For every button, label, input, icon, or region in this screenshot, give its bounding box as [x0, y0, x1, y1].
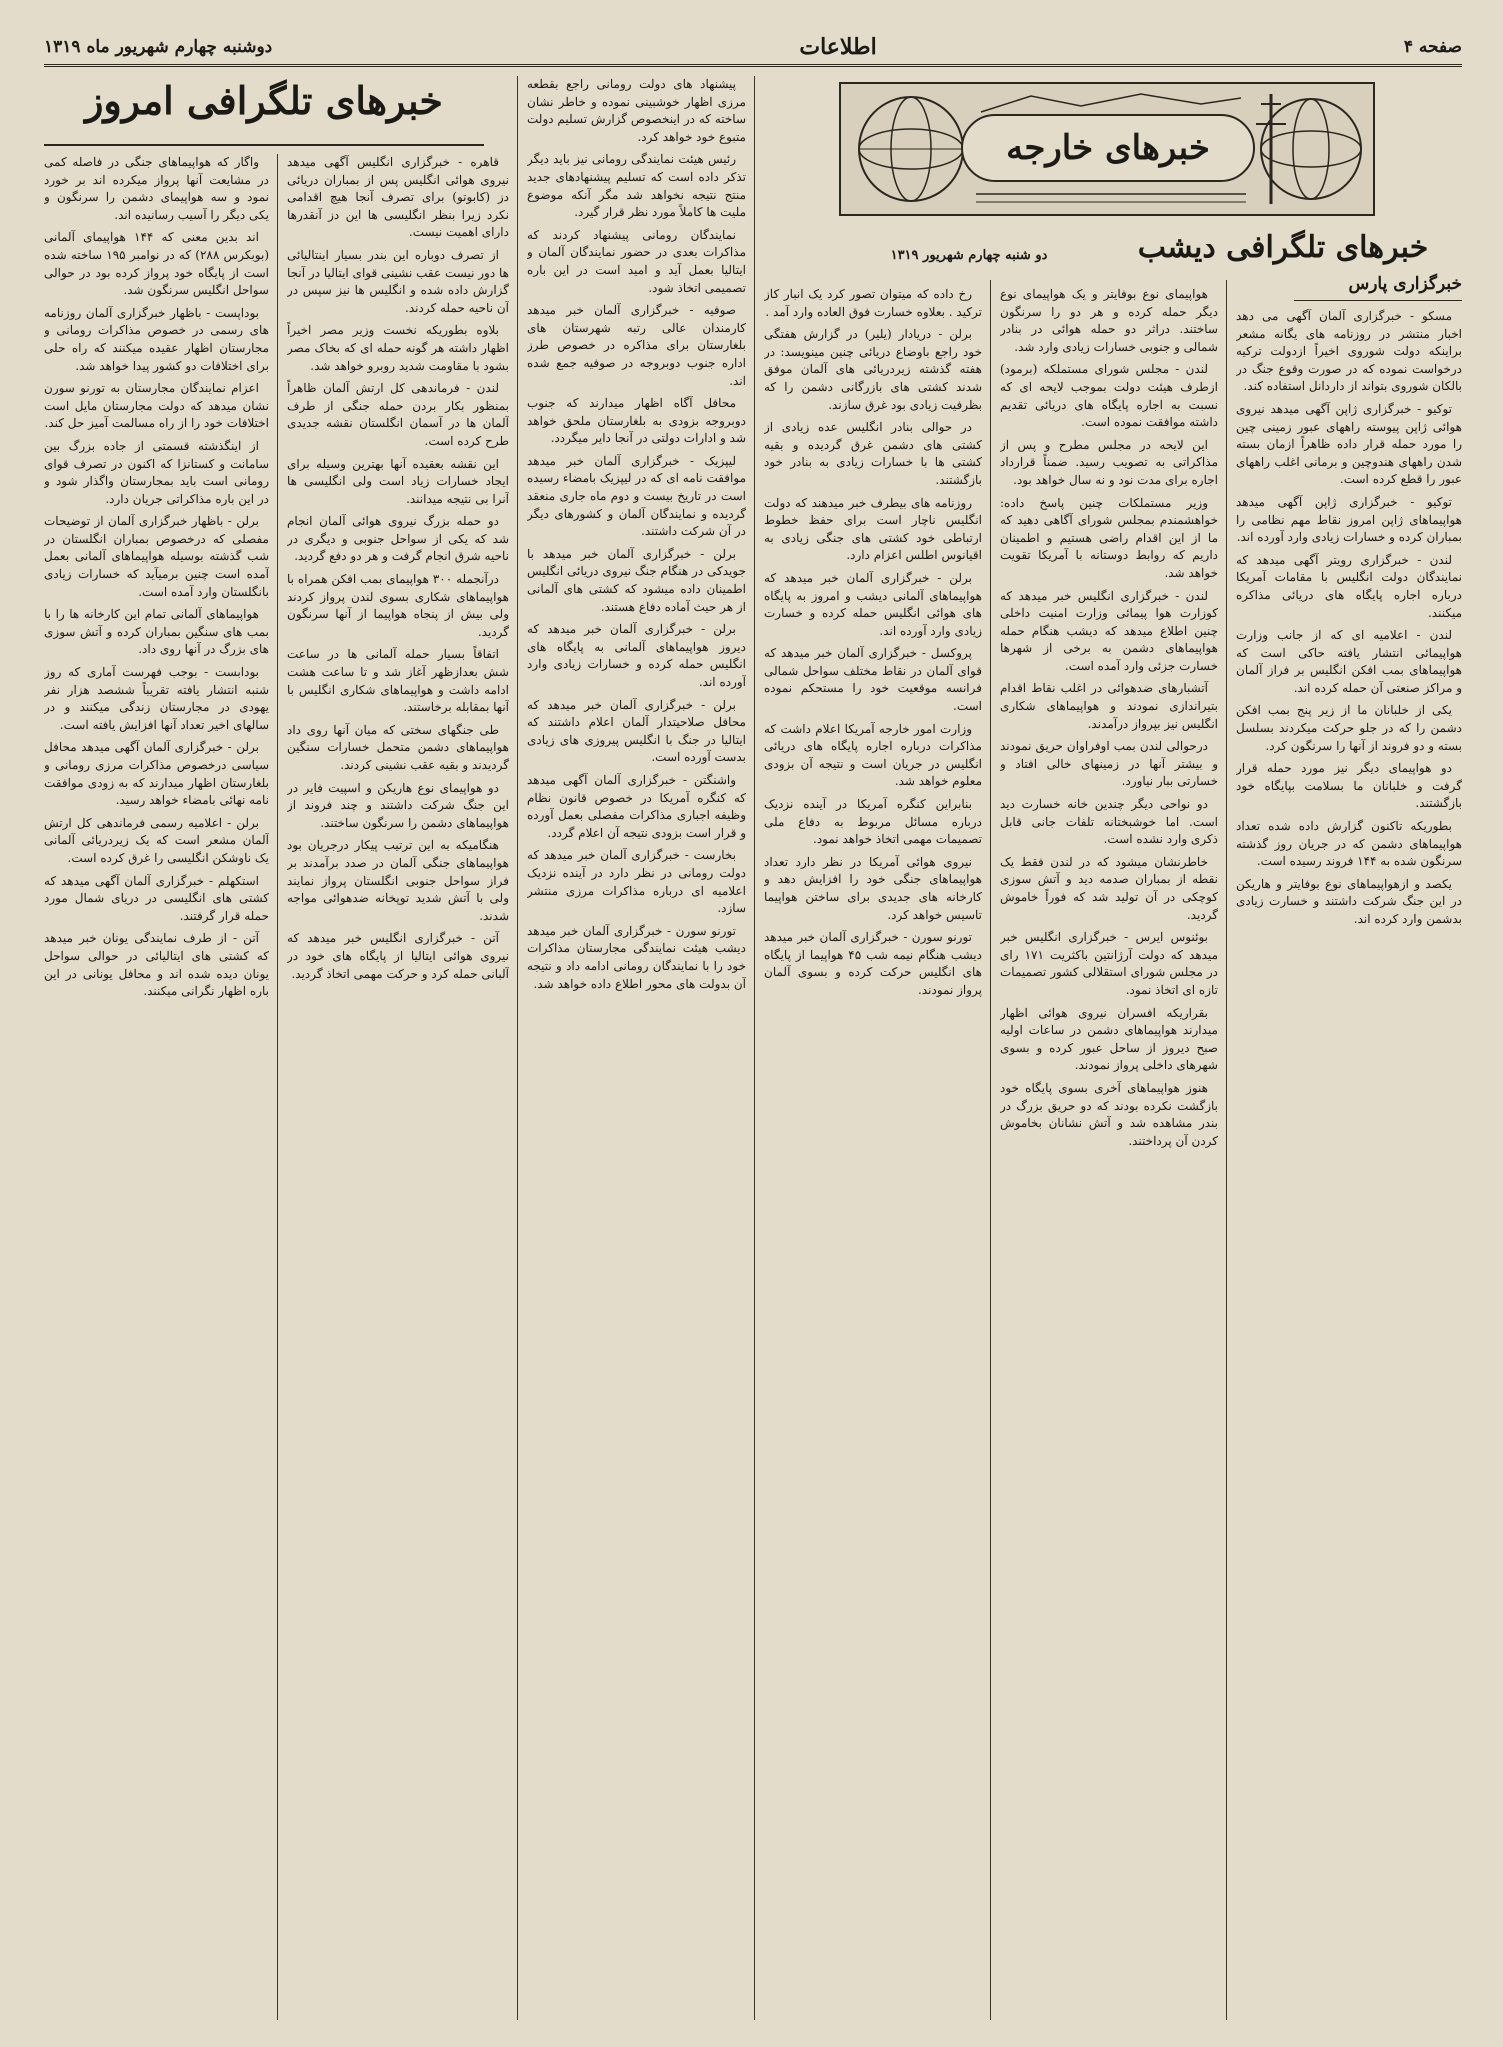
article-paragraph: برلن - خبرگزاری آلمان خبر میدهد که هواپیماهای آلمانی دیشب و امروز به پایگاه های هوائی انگلیس حمله کرده و خسارت زیادی وارد آورده اند. [764, 570, 982, 638]
article-paragraph: طی جنگهای سختی که میان آنها روی داد هواپیماهای دشمن متحمل خسارات سنگین گردیدند و بقیه عقب نشینی کردند. [287, 722, 509, 772]
article-paragraph: بلاوه بطوریکه نخست وزیر مصر اخیراً اظهار داشته هر گونه حمله ای که بخاک مصر بشود با مقاومت شدید روبرو خواهد شد. [287, 323, 509, 373]
article-paragraph: این لایحه در مجلس مطرح و پس از مذاکراتی به تصویب رسید. ضمناً قرارداد اجاره برای مدت نود و نه سال خواهد بود. [1000, 437, 1218, 487]
column-2 [1000, 286, 1218, 2020]
article-paragraph: رئیس هیئت نمایندگی رومانی نیز باید دیگر تذکر داده است که تسلیم پیشنهادهای جدید منتج نتیجه نخواهد شد مگر آنکه موضوع ملیت ها کاملاً مورد نظر قرار گیرد. [527, 152, 746, 220]
article-paragraph: صوفیه - خبرگزاری آلمان خبر میدهد کارمندان عالی رتبه شهرستان های بلغارستان برای مذاکره در خصوص طرز اداره جنوب دوبروجه در صوفیه جمع شده اند. [527, 303, 746, 388]
article-paragraph: پروکسل - خبرگزاری آلمان خبر میدهد که قوای آلمان در نقاط مختلف سواحل شمالی فرانسه موقعیت خود را مستحکم نموده است. [764, 646, 982, 714]
article-paragraph: در حوالی بنادر انگلیس عده زیادی از کشتی های دشمن غرق گردیده و بقیه کشتی ها با خسارات زیادی به بنادر خود بازگشتند. [764, 420, 982, 487]
article-paragraph: رخ داده که میتوان تصور کرد یک انبار کاز ترکید . بعلاوه خسارت فوق العاده وارد آمد . [764, 287, 982, 319]
column-3 [764, 286, 982, 2020]
article-paragraph: این نقشه بعقیده آنها بهترین وسیله برای ایجاد خسارات زیاد است ولی انگلیسی ها آنرا بی نتیجه میدانند. [287, 456, 509, 506]
article-paragraph: لندن - فرماندهی کل ارتش آلمان ظاهراً بمنظور بکار بردن حمله جنگی از طرف آلمان ها در آسمان انگلستان نقشه جدیدی طرح کرده است. [287, 381, 509, 448]
article-paragraph: هواپیماهای آلمانی تمام این کارخانه ها را با بمب های سنگین بمباران کرده و آتش سوزی های بزرگ در آنها روی داد. [44, 607, 269, 657]
article-paragraph: قاهره - خبرگزاری انگلیس آگهی میدهد نیروی هوائی انگلیس پس از بمباران دریائی دز (کابوتو) برای تصرف آنجا هیچ اقدامی نکرد زیرا بنظر انگلیسی ها این دز آنقدرها دارای اهمیت نیست. [287, 155, 509, 240]
article-paragraph: وزارت امور خارجه آمریکا اعلام داشت که مذاکرات درباره اجاره پایگاه های دریائی انگلیس در جریان است و نتیجه آن بزودی معلوم خواهد شد. [764, 721, 982, 789]
page-number: صفحه ۴ [1403, 37, 1462, 57]
article-paragraph: بخارست - خبرگزاری آلمان خبر میدهد که دولت رومانی در نظر دارد در آینده نزدیک اعلامیه ای درباره مذاکرات مرزی منتشر سازد. [527, 848, 746, 916]
article-paragraph: خاطرنشان میشود که در لندن فقط یک نقطه از بمباران صدمه دید و آتش سوزی کوچکی در آن تولید شد که فوراً خاموش گردید. [1000, 854, 1218, 922]
article-paragraph: بوداپست - باظهار خبرگزاری آلمان روزنامه های رسمی در خصوص مذاکرات رومانی و مجارستان اظهار عقیده میکنند که راه حلی برای اختلافات دو کشور پیدا خواهد شد. [44, 305, 269, 373]
column-1 [1236, 308, 1462, 2020]
article-paragraph: لندن - مجلس شورای مستملکه (برمود) ازطرف هیئت دولت بموجب لایحه ای که نسبت به اجاره پایگاه های دریائی تقدیم داشته موافقت نموده است. [1000, 362, 1218, 430]
article-paragraph: برلن - خبرگزاری آلمان خبر میدهد با جویدکی در هنگام جنگ نیروی دریائی انگلیس اطمینان داده میشود که کشتی های آلمانی از هر حیث آماده دفاع هستند. [527, 546, 746, 614]
article-paragraph: دو هواپیمای دیگر نیز مورد حمله قرار گرفت و خلبانان ما بسلامت بپایگاه خود بازگشتند. [1236, 761, 1462, 811]
article-paragraph: مسکو - خبرگزاری آلمان آگهی می دهد اخبار منتشر در روزنامه های یگانه مشعر براینکه دولت شوروی اخیراً ازدولت ترکیه درخواست نموده که در صورت وقوع جنگ در بالکان شوروی بتواند از داردانل استفاده کند. [1236, 309, 1462, 394]
article-paragraph: بنابراین کنگره آمریکا در آینده نزدیک درباره مسائل مربوط به دفاع ملی تصمیمات مهمی اتخاذ خواهد نمود. [764, 797, 982, 847]
article-paragraph: آتن - خبرگزاری انگلیس خبر میدهد که نیروی هوائی ایتالیا از پایگاه های خود در آلبانی حمله کرد و حرکت مهمی اتخاذ گردید. [287, 931, 509, 981]
article-paragraph: تورنو سورن - خبرگزاری آلمان خبر میدهد دیشب هیئت نمایندگی مجارستان مذاکرات خود را با نمایندگان رومانی ادامه داد و نتیجه آن بدولت های محور اطلاع داده خواهد شد. [527, 923, 746, 991]
article-paragraph: لندن - خبرگزاری رویتر آگهی میدهد که نمایندگان دولت انگلیس با مقامات آمریکا درباره اجاره پایگاه های دریائی مذاکره میکنند. [1236, 552, 1462, 620]
article-paragraph: توکیو - خبرگزاری ژاپن آگهی میدهد هواپیماهای ژاپن امروز نقاط مهم نظامی را بمباران کرده و خسارات زیادی وارد آورده اند. [1236, 494, 1462, 545]
article-paragraph: لندن - خبرگزاری انگلیس خبر میدهد که کوزارت هوا پیمائی وزارت امنیت داخلی چنین اطلاع میدهد که دیشب هنگام حمله هواپیماهای دشمن به برخی از شهرها خسارت جزئی وارد آمده است. [1000, 588, 1218, 673]
article-paragraph: نمایندگان رومانی پیشنهاد کردند که مذاکرات بعدی در حضور نمایندگان آلمان و ایتالیا بعمل آید و امید است در این باره تصمیمی اتخاذ شود. [527, 227, 746, 295]
article-paragraph: پیشنهاد های دولت رومانی راجع بقطعه مرزی اظهار خوشبینی نموده و خاطر نشان ساخته که در اینخصوص گزارش تسلیم دولت متبوع خود خواهد کرد. [527, 77, 746, 144]
article-paragraph: اتفاقاً بسیار حمله آلمانی ها در ساعت شش بعدازظهر آغاز شد و تا ساعت هشت ادامه داشت و هواپیماهای شکاری انگلیس با آنها بمقابله برخاستند. [287, 647, 509, 715]
article-paragraph: محافل آگاه اظهار میدارند که جنوب دوبروجه بزودی به بلغارستان ملحق خواهد شد و ادارات دولتی در آنجا دایر میگردد. [527, 396, 746, 446]
article-paragraph: لندن - اعلامیه ای که از جانب وزارت هواپیمائی انتشار یافته حاکی است که هواپیماهای بمب افکن انگلیس بر فراز آلمان و مراکز صنعتی آن حمله کرده اند. [1236, 628, 1462, 695]
article-paragraph: دو حمله بزرگ نیروی هوائی آلمان انجام شد که یکی از سواحل جنوبی و دیگری در ناحیه شرق انجام گرفت و هر دو دفع گردید. [287, 514, 509, 564]
column-rule [277, 154, 278, 2020]
article-paragraph: واگار که هواپیماهای جنگی در فاصله کمی در مشایعت آنها پرواز میکرده اند بر خورد نمود و سه هواپیمای دشمن را سرنگون و یکی دیگر را آسیب رسانیده اند. [44, 155, 269, 222]
banner-title: خبرهای خارجه [961, 114, 1255, 182]
article-paragraph: لیپزیک - خبرگزاری آلمان خبر میدهد موافقت نامه ای که در لیپزیک بامضاء رسیده است در تاریخ بیست و دوم ماه جاری منعقد گردیده و نمایندگان آلمان و کشورهای دیگر در آن شرکت داشتند. [527, 453, 746, 539]
foreign-news-banner [839, 82, 1375, 216]
column-5 [287, 154, 509, 2020]
article-paragraph: برلن - دریادار (یلیر) در گزارش هفتگی خود راجع باوضاع دریائی چنین مینویسد: در هفته گذشته زیردریائی های آلمان موفق شدند کشتی های بازرگانی دشمن را که بظرفیت زیادی بود غرق سازند. [764, 327, 982, 412]
subhead-date: دو شنبه چهارم شهریور ۱۳۱۹ [890, 248, 1048, 263]
article-paragraph: یکصد و ازهواپیماهای نوع بوفایتر و هاریکن در این جنگ شرکت داشتند و خسارت زیادی بدشمن وارد کرده اند. [1236, 876, 1462, 926]
article-paragraph: بوئنوس ایرس - خبرگزاری انگلیس خبر میدهد که دولت آرژانتین باکثریت ۱۷۱ رای در مجلس شورای استقلالی کشور تصمیمات تازه ای اتخاذ نمود. [1000, 930, 1218, 997]
article-paragraph: استکهلم - خبرگزاری آلمان آگهی میدهد که کشتی های انگلیسی در دریای شمال مورد حمله قرار گرفتند. [44, 873, 269, 923]
article-paragraph: واشنگتن - خبرگزاری آلمان آگهی میدهد که کنگره آمریکا در خصوص قانون نظام وظیفه اجباری مذاکرات مفصلی بعمل آورده و قرار است بزودی نتیجه آن اعلام گردد. [527, 772, 746, 840]
article-paragraph: نیروی هوائی آمریکا در نظر دارد تعداد هواپیماهای جنگی خود را افزایش دهد و کارخانه های جدیدی برای ساختن هواپیما تاسیس خواهد کرد. [764, 854, 982, 922]
article-paragraph: از تصرف دوباره این بندر بسیار اینتالیائی ها دور نیست عقب نشینی قوای ایتالیا در آنجا گزارش داده شده و انگلیس ها نیز سپس در آن ناحیه حمله کردند. [287, 247, 509, 315]
article-paragraph: وزیر مستملکات چنین پاسخ داده: خواهشمندم بمجلس شورای آگاهی دهید که ما از این اقدام راضی هستیم و اطمینان داریم که روابط دوستانه با آمریکا تقویت خواهد شد. [1000, 495, 1218, 580]
article-paragraph: دو هواپیمای نوع هاریکن و اسپیت فایر در این جنگ شرکت داشتند و چند فروند از هواپیماهای دشمن را سرنگون ساختند. [287, 780, 509, 830]
article-paragraph: برلن - باظهار خبرگزاری آلمان از توضیحات مفصلی که درخصوص بمباران انگلستان در شب گذشته بوسیله هواپیماهای آلمانی بعمل آمده است چنین برمیآید که خسارات زیادی بانگلستان وارد آمده است. [44, 514, 269, 599]
article-paragraph: اند بدین معنی که ۱۴۴ هواپیمای آلمانی (بوبکرس ۲۸۸) که در نوامبر ۱۹۵ ساخته شده است از پایگاه خود پرواز کرده بود در حوالی سواحل انگلیس سرنگون شد. [44, 230, 269, 298]
column-rule [754, 76, 755, 2020]
article-paragraph: یکی از خلبانان ما از زیر پنج بمب افکن دشمن را که در جلو حرکت میکردند بسلسل بسته و دو فروند از آنها را سرنگون کرد. [1236, 703, 1462, 753]
article-paragraph: درآنجمله ۳۰۰ هواپیمای بمب افکن همراه با هواپیماهای شکاری بسوی لندن پرواز کردند ولی بیش از پنجاه هواپیما از آنها سرنگون گردید. [287, 572, 509, 639]
column-rule [990, 280, 991, 2020]
article-paragraph: آتن - از طرف نمایندگی یونان خبر میدهد که کشتی های ایتالیائی در حوالی سواحل یونان دیده شده اند و محافل یونانی در این باره اظهار نگرانی میکنند. [44, 931, 269, 999]
article-paragraph: برلن - خبرگزاری آلمان خبر میدهد که دیروز هواپیماهای آلمانی به پایگاه های انگلیس حمله کرده و خسارات زیادی وارد آورده اند. [527, 622, 746, 689]
column-4 [527, 76, 746, 2020]
agency-label: خبرگزاری پارس [1294, 274, 1462, 301]
article-paragraph: دو نواحی دیگر چندین خانه خسارت دید است. اما خوشبختانه تلفات جانی قابل ذکری وارد نشده است. [1000, 797, 1218, 847]
issue-date: دوشنبه چهارم شهریور ماه ۱۳۱۹ [44, 37, 273, 57]
article-paragraph: توکیو - خبرگزاری ژاپن آگهی میدهد نیروی هوائی ژاپن پیوسته راههای عبور زمینی چین را مورد حمله قرار داده ظاهراً ازمان بسته شدن راههای هندوچین و برمانی اغلب راههای عبور را قطع کرده است. [1236, 401, 1462, 487]
headline-today: خبرهای تلگرافی امروز [44, 78, 484, 146]
article-paragraph: برلن - خبرگزاری آلمان خبر میدهد که محافل صلاحیتدار آلمان اعلام داشتند که ایتالیا در جنگ با انگلیس پیروزی های زیادی بدست آورده است. [527, 697, 746, 765]
article-paragraph: بقراریکه افسران نیروی هوائی اظهار میدارند هواپیماهای دشمن در ساعات اولیه صبح دیروز از ساحل عبور کرده و بسوی شهرهای داخلی پرواز نمودند. [1000, 1005, 1218, 1073]
article-paragraph: هنگامیکه به این ترتیب پیکار درجریان بود هواپیماهای جنگی آلمان در صدد برآمدند بر فراز سواحل جنوبی انگلستان پرواز نمایند ولی با آتش شدید توپخانه ضدهوائی مواجه شدند. [287, 838, 509, 923]
article-paragraph: از اینگذشته قسمتی از جاده بزرگ بین سامانت و کستانزا که اکنون در تصرف قوای رومانی است باید بمجارستان واگذار شود و در این باره مذاکراتی جریان دارد. [44, 438, 269, 506]
column-rule [1226, 280, 1227, 2020]
column-6 [44, 154, 269, 2020]
article-paragraph: بطوریکه تاکنون گزارش داده شده تعداد هواپیماهای دشمن که در جریان روز گذشته سرنگون شده به ۱۴۴ فروند رسیده است. [1236, 819, 1462, 869]
article-paragraph: هواپیمای نوع بوفایتر و یک هواپیمای نوع دیگر حمله کرده و هر دو را سرنگون ساختند. دراثر دو حمله هوائی در بنادر شمالی و جنوبی خسارات زیادی وارد شد. [1000, 287, 1218, 354]
newspaper-page [44, 30, 1462, 2020]
article-paragraph: بودابست - بوجب فهرست آماری که روز شنبه انتشار یافته تقریباً ششصد هزار نفر یهودی در مجارستان زندگی میکنند و در سالهای اخیر تعداد آنها افزایش یافته است. [44, 665, 269, 732]
article-paragraph: درحوالی لندن بمب اوفراوان حریق نمودند و بیشتر آنها در زمینهای خالی افتاد و خسارتی ببار نیاورد. [1000, 739, 1218, 789]
article-paragraph: روزنامه های بیطرف خبر میدهند که دولت انگلیس ناچار است برای حفظ خطوط ارتباطی خود کشتی های جنگی زیادی به اقیانوس اطلس اعزام دارد. [764, 495, 982, 563]
article-paragraph: اعزام نمایندگان مجارستان به تورنو سورن نشان میدهد که دولت مجارستان مایل است اختلافات خود را از راه مسالمت آمیز حل کند. [44, 381, 269, 431]
paper-name: اطلاعات [799, 34, 877, 60]
article-paragraph: برلن - خبرگزاری آلمان آگهی میدهد محافل سیاسی درخصوص مذاکرات مرزی رومانی و بلغارستان اظهار میدارند که به زودی موافقت نامه نهائی بامضاء خواهد رسید. [44, 740, 269, 808]
article-paragraph: تورنو سورن - خبرگزاری آلمان خبر میدهد دیشب هنگام نیمه شب ۴۵ هواپیما از پایگاه های انگلیس حرکت کرده و بسوی آلمان پرواز نمودند. [764, 930, 982, 997]
masthead [44, 30, 1462, 67]
column-rule [517, 76, 518, 2020]
article-paragraph: هنوز هواپیماهای آخری بسوی پایگاه خود بازگشت نکرده بودند که دو حریق بزرگ در بندر مشاهده شد و آتش نشانان بخاموش کردن آن پرداختند. [1000, 1080, 1218, 1148]
article-paragraph: برلن - اعلامیه رسمی فرماندهی کل ارتش آلمان مشعر است که یک زیردریائی آلمانی یک ناوشکن انگلیسی را غرق کرده است. [44, 815, 269, 865]
article-paragraph: آتشبارهای ضدهوائی در اغلب نقاط اقدام بتیراندازی نمودند و هواپیماهای شکاری انگلیس نیز بپرواز درآمدند. [1000, 681, 1218, 731]
headline-last-night: خبرهای تلگرافی دیشب [1137, 230, 1429, 265]
